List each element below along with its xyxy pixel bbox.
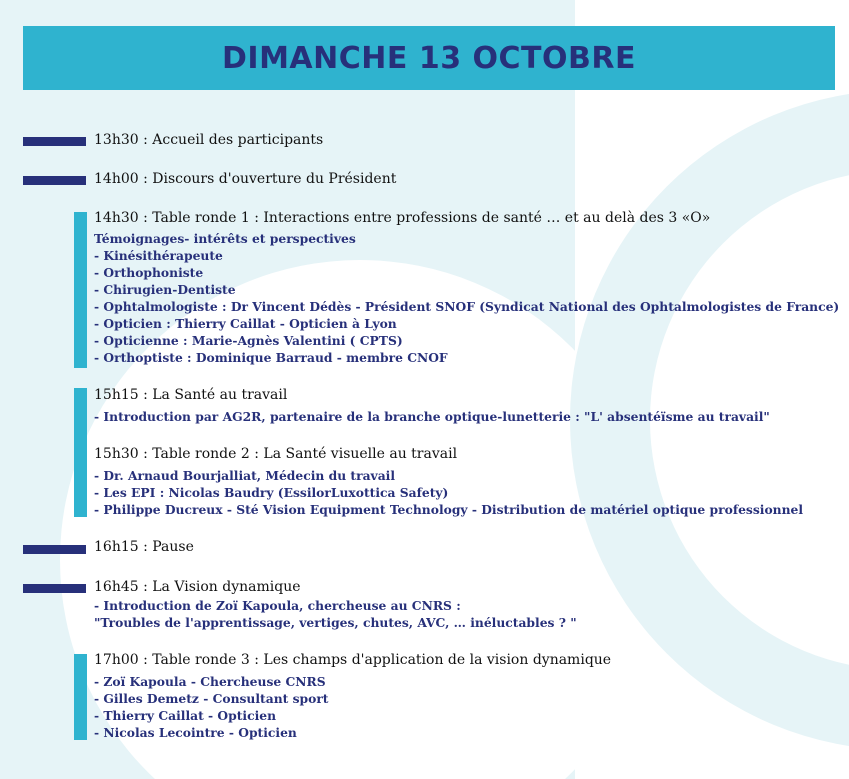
schedule-item-line: - Philippe Ducreux - Sté Vision Equipment Technology - Distribution de matériel optique professionnel bbox=[94, 502, 804, 517]
schedule-item-line: - Ophtalmologiste : Dr Vincent Dédès - Président SNOF (Syndicat National des Ophtalmologistes de France) bbox=[94, 299, 840, 314]
schedule-item-line: - Opticien : Thierry Caillat - Opticien à Lyon bbox=[94, 316, 397, 331]
schedule-item-line: - Kinésithérapeute bbox=[94, 248, 223, 263]
schedule-item-title: 14h30 : Table ronde 1 : Interactions entre professions de santé … et au delà des 3 «O» bbox=[94, 210, 711, 226]
schedule-item-line: "Troubles de l'apprentissage, vertiges, chutes, AVC, … inéluctables ? " bbox=[94, 615, 577, 630]
schedule-item-line: - Nicolas Lecointre - Opticien bbox=[94, 725, 297, 740]
section-marker-bar bbox=[74, 654, 87, 740]
schedule-item-title: 16h15 : Pause bbox=[94, 539, 194, 555]
schedule-item-line: - Introduction par AG2R, partenaire de la branche optique-lunetterie : "L' absentéïsme au travail" bbox=[94, 409, 770, 424]
schedule-item-line: - Orthoptiste : Dominique Barraud - membre CNOF bbox=[94, 350, 448, 365]
day-title: DIMANCHE 13 OCTOBRE bbox=[222, 40, 636, 76]
schedule-item-title: 17h00 : Table ronde 3 : Les champs d'application de la vision dynamique bbox=[94, 652, 612, 668]
schedule-item-line: - Orthophoniste bbox=[94, 265, 204, 280]
section-marker-dash bbox=[23, 137, 86, 146]
schedule-item-line: - Dr. Arnaud Bourjalliat, Médecin du travail bbox=[94, 468, 396, 483]
schedule-item-line: - Chirugien-Dentiste bbox=[94, 282, 236, 297]
schedule-item-line: - Introduction de Zoï Kapoula, chercheuse au CNRS : bbox=[94, 598, 461, 613]
schedule-item-line: Témoignages- intérêts et perspectives bbox=[94, 231, 356, 246]
schedule-item-title: 15h30 : Table ronde 2 : La Santé visuelle au travail bbox=[94, 446, 458, 462]
section-marker-dash bbox=[23, 545, 86, 554]
section-marker-bar bbox=[74, 388, 87, 517]
schedule-item-title: 13h30 : Accueil des participants bbox=[94, 132, 324, 148]
section-marker-dash bbox=[23, 176, 86, 185]
schedule-item-line: - Zoï Kapoula - Chercheuse CNRS bbox=[94, 674, 326, 689]
schedule-item-title: 15h15 : La Santé au travail bbox=[94, 387, 288, 403]
schedule-item-line: - Opticienne : Marie-Agnès Valentini ( CPTS) bbox=[94, 333, 403, 348]
day-header bbox=[23, 26, 835, 90]
schedule-item-line: - Les EPI : Nicolas Baudry (EssilorLuxottica Safety) bbox=[94, 485, 449, 500]
schedule-item-title: 16h45 : La Vision dynamique bbox=[94, 579, 301, 595]
schedule-item-title: 14h00 : Discours d'ouverture du Président bbox=[94, 171, 397, 187]
section-marker-bar bbox=[74, 212, 87, 368]
section-marker-dash bbox=[23, 584, 86, 593]
schedule-item-line: - Gilles Demetz - Consultant sport bbox=[94, 691, 329, 706]
schedule-item-line: - Thierry Caillat - Opticien bbox=[94, 708, 277, 723]
